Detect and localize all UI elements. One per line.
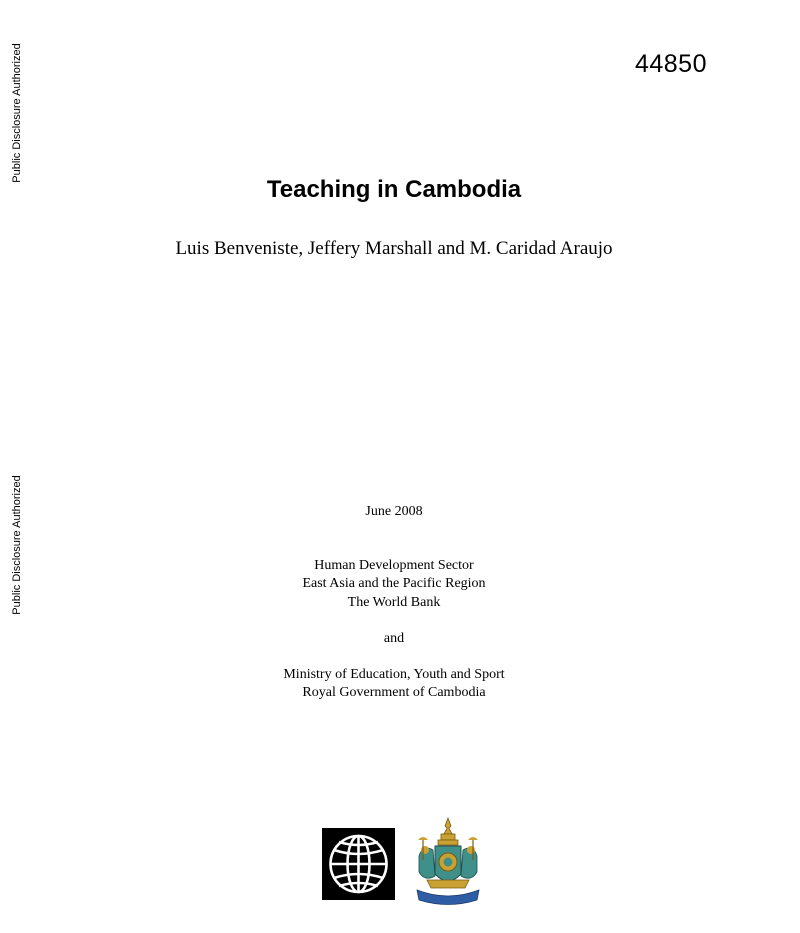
document-title: Teaching in Cambodia	[266, 176, 522, 203]
public-disclosure-label-top: Public Disclosure Authorized	[11, 43, 23, 183]
publication-date: June 2008	[365, 504, 423, 519]
publisher-line-government: Royal Government of Cambodia	[302, 685, 486, 700]
authors: Luis Benveniste, Jeffery Marshall and M. Caridad Araujo	[175, 238, 613, 259]
report-number: 44850	[634, 50, 707, 78]
publisher-line-ministry: Ministry of Education, Youth and Sport	[283, 667, 505, 682]
publisher-line-organization: The World Bank	[347, 595, 441, 610]
conjunction-and: and	[383, 631, 405, 646]
cambodia-government-crest	[413, 816, 483, 909]
world-bank-globe-logo	[322, 828, 395, 900]
publisher-line-region: East Asia and the Pacific Region	[302, 576, 486, 591]
public-disclosure-label-bottom: Public Disclosure Authorized	[11, 475, 23, 615]
publisher-line-sector: Human Development Sector	[314, 558, 474, 573]
